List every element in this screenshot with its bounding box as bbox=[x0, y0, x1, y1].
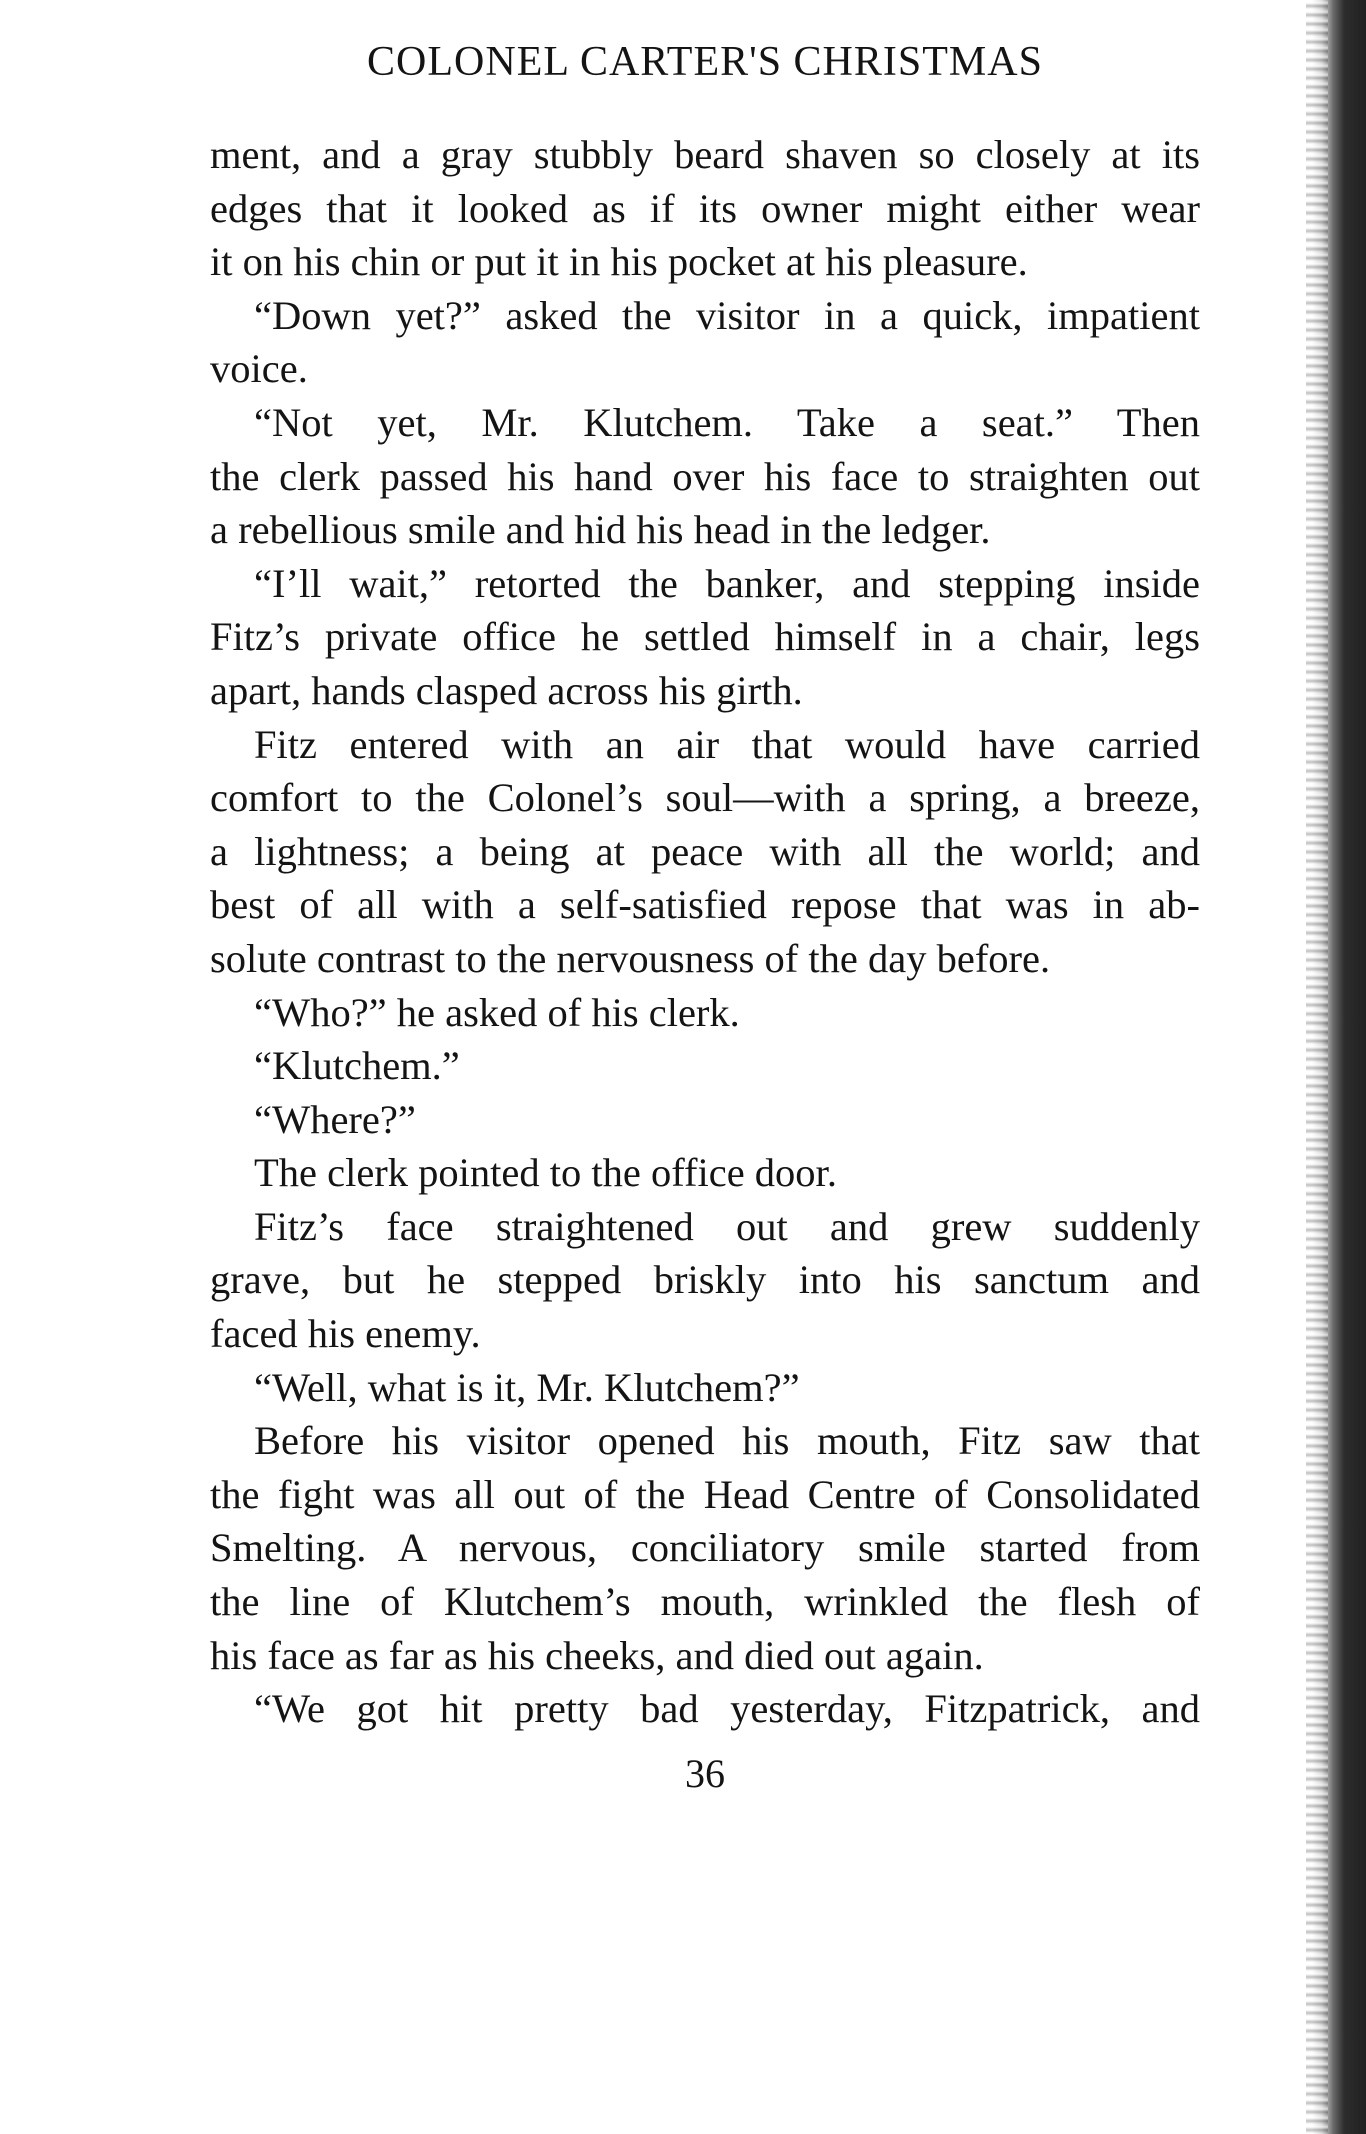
paragraph bbox=[210, 1200, 1200, 1361]
text-line: the fight was all out of the Head Centre of Consolidated bbox=[210, 1471, 1200, 1517]
text-line: comfort to the Colonel’s soul—with a spring, a breeze, bbox=[210, 775, 1200, 821]
text-line: his face as far as his cheeks, and died out again. bbox=[210, 1632, 984, 1678]
paragraph bbox=[210, 718, 1200, 986]
paragraph bbox=[210, 986, 1200, 1040]
binding-edge-texture bbox=[1306, 0, 1328, 2134]
text-line: Fitz’s face straightened out and grew suddenly bbox=[254, 1203, 1200, 1249]
paragraph bbox=[210, 396, 1200, 557]
text-line: “We got hit pretty bad yesterday, Fitzpatrick, and bbox=[254, 1686, 1200, 1732]
paragraph bbox=[210, 1361, 1200, 1415]
text-line: voice. bbox=[210, 346, 308, 392]
text-line: “Down yet?” asked the visitor in a quick, impatient bbox=[254, 292, 1200, 338]
text-line: “Klutchem.” bbox=[254, 1043, 460, 1089]
running-head: COLONEL CARTER'S CHRISTMAS bbox=[367, 39, 1043, 85]
text-line: edges that it looked as if its owner might either wear bbox=[210, 185, 1200, 231]
paragraph bbox=[210, 1039, 1200, 1093]
text-line: solute contrast to the nervousness of the day before. bbox=[210, 935, 1051, 981]
body-text bbox=[210, 128, 1200, 1736]
paragraph bbox=[210, 1093, 1200, 1147]
text-line: “Where?” bbox=[254, 1096, 416, 1142]
text-line: The clerk pointed to the office door. bbox=[254, 1150, 837, 1196]
text-line: it on his chin or put it in his pocket at his pleasure. bbox=[210, 239, 1028, 285]
text-line: Smelting. A nervous, conciliatory smile started from bbox=[210, 1525, 1200, 1571]
text-line: the line of Klutchem’s mouth, wrinkled the flesh of bbox=[210, 1579, 1200, 1625]
text-line: best of all with a self-satisfied repose that was in ab- bbox=[210, 882, 1200, 928]
text-line: ment, and a gray stubbly beard shaven so closely at its bbox=[210, 132, 1200, 177]
text-line: Fitz entered with an air that would have carried bbox=[254, 721, 1200, 767]
text-line: “Not yet, Mr. Klutchem. Take a seat.” Then bbox=[254, 399, 1200, 445]
text-line: the clerk passed his hand over his face to straighten out bbox=[210, 453, 1200, 499]
text-line: Before his visitor opened his mouth, Fitz saw that bbox=[254, 1418, 1200, 1464]
text-line: faced his enemy. bbox=[210, 1311, 481, 1357]
text-line: “Who?” he asked of his clerk. bbox=[254, 989, 740, 1035]
paragraph bbox=[210, 1682, 1200, 1736]
text-line: a lightness; a being at peace with all the world; and bbox=[210, 828, 1200, 874]
text-line: grave, but he stepped briskly into his sanctum and bbox=[210, 1257, 1200, 1303]
text-line: Fitz’s private office he settled himself in a chair, legs bbox=[210, 614, 1200, 660]
text-line: a rebellious smile and hid his head in the ledger. bbox=[210, 507, 991, 553]
paragraph bbox=[210, 557, 1200, 718]
paragraph bbox=[210, 289, 1200, 396]
text-line: apart, hands clasped across his girth. bbox=[210, 667, 803, 713]
paragraph bbox=[210, 1414, 1200, 1682]
paragraph bbox=[210, 1146, 1200, 1200]
paragraph bbox=[210, 128, 1200, 289]
text-line: “Well, what is it, Mr. Klutchem?” bbox=[254, 1364, 800, 1410]
text-line: “I’ll wait,” retorted the banker, and stepping inside bbox=[254, 560, 1200, 606]
page-number: 36 bbox=[685, 1751, 725, 1796]
